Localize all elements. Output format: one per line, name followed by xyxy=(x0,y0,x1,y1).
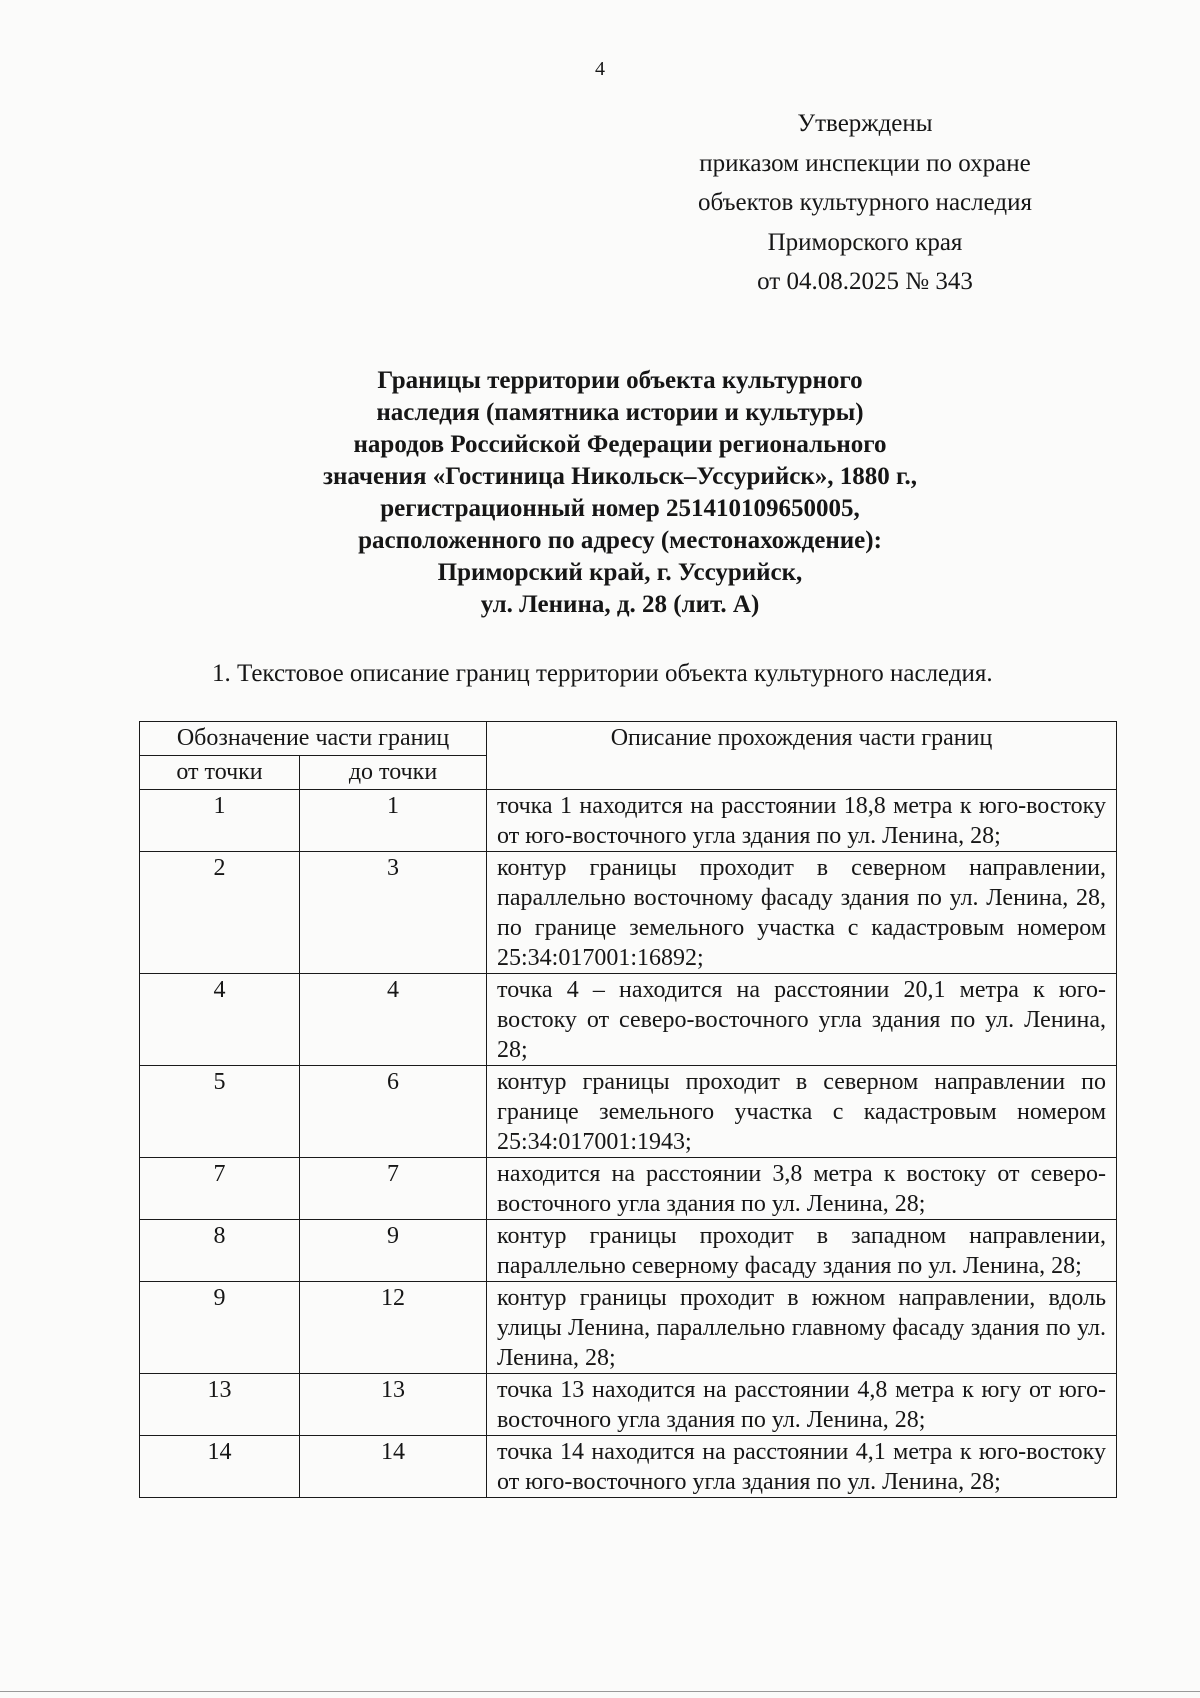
description-cell: точка 1 находится на расстоянии 18,8 метра к юго-востоку от юго-восточного угла здания по ул. Ленина, 28; xyxy=(487,790,1117,852)
description-cell: контур границы проходит в западном направлении, параллельно северному фасаду здания по ул. Ленина, 28; xyxy=(487,1220,1117,1282)
title-line: Границы территории объекта культурного xyxy=(377,367,863,394)
table-row xyxy=(140,1374,1117,1436)
table-row xyxy=(140,790,1117,852)
header-boundary-part: Обозначение части границ xyxy=(140,722,487,756)
to-point-cell: 1 xyxy=(300,790,487,852)
description-cell: контур границы проходит в южном направлении, вдоль улицы Ленина, параллельно главному фасаду здания по ул. Ленина, 28; xyxy=(487,1282,1117,1374)
from-point-cell: 4 xyxy=(140,974,300,1066)
approval-line: от 04.08.2025 № 343 xyxy=(757,268,973,295)
description-cell: контур границы проходит в северном направлении, параллельно восточному фасаду здания по ул. Ленина, 28, по границе земельного участка с кадастровым номером 25:34:017001:16892; xyxy=(487,852,1117,974)
scan-edge-line xyxy=(0,1691,1200,1692)
boundaries-table xyxy=(139,721,1117,1498)
table-row xyxy=(140,1220,1117,1282)
title-line: народов Российской Федерации регионального xyxy=(353,431,887,458)
description-cell: точка 13 находится на расстоянии 4,8 метра к югу от юго-восточного угла здания по ул. Ленина, 28; xyxy=(487,1374,1117,1436)
description-cell: точка 14 находится на расстоянии 4,1 метра к юго-востоку от юго-восточного угла здания по ул. Ленина, 28; xyxy=(487,1436,1117,1498)
section-heading: 1. Текстовое описание границ территории объекта культурного наследия. xyxy=(212,660,993,687)
to-point-cell: 6 xyxy=(300,1066,487,1158)
to-point-cell: 14 xyxy=(300,1436,487,1498)
table-row xyxy=(140,852,1117,974)
approval-line: Утверждены xyxy=(797,110,933,137)
description-cell: находится на расстоянии 3,8 метра к востоку от северо-восточного угла здания по ул. Ленина, 28; xyxy=(487,1158,1117,1220)
title-line: наследия (памятника истории и культуры) xyxy=(376,399,864,426)
from-point-cell: 14 xyxy=(140,1436,300,1498)
title-line: Приморский край, г. Уссурийск, xyxy=(437,559,803,586)
header-from-point: от точки xyxy=(140,756,300,790)
title-line: ул. Ленина, д. 28 (лит. А) xyxy=(480,591,760,618)
to-point-cell: 7 xyxy=(300,1158,487,1220)
table-row xyxy=(140,1436,1117,1498)
to-point-cell: 12 xyxy=(300,1282,487,1374)
approval-block xyxy=(640,104,1090,302)
to-point-cell: 4 xyxy=(300,974,487,1066)
to-point-cell: 3 xyxy=(300,852,487,974)
document-title xyxy=(150,365,1090,621)
table-row xyxy=(140,974,1117,1066)
page-number: 4 xyxy=(595,58,605,80)
header-description: Описание прохождения части границ xyxy=(487,722,1117,790)
title-line: регистрационный номер 251410109650005, xyxy=(380,495,860,522)
to-point-cell: 13 xyxy=(300,1374,487,1436)
title-line: расположенного по адресу (местонахождение): xyxy=(358,527,882,554)
approval-line: Приморского края xyxy=(767,228,963,256)
title-line: значения «Гостиница Никольск–Уссурийск», 1880 г., xyxy=(322,463,918,490)
table-row xyxy=(140,1282,1117,1374)
from-point-cell: 5 xyxy=(140,1066,300,1158)
from-point-cell: 7 xyxy=(140,1158,300,1220)
description-cell: точка 4 – находится на расстоянии 20,1 метра к юго-востоку от северо-восточного угла здания по ул. Ленина, 28; xyxy=(487,974,1117,1066)
header-to-point: до точки xyxy=(300,756,487,790)
to-point-cell: 9 xyxy=(300,1220,487,1282)
from-point-cell: 8 xyxy=(140,1220,300,1282)
from-point-cell: 9 xyxy=(140,1282,300,1374)
table-row xyxy=(140,1066,1117,1158)
approval-line: приказом инспекции по охране xyxy=(699,149,1031,177)
approval-line: объектов культурного наследия xyxy=(698,189,1032,216)
from-point-cell: 2 xyxy=(140,852,300,974)
description-cell: контур границы проходит в северном направлении по границе земельного участка с кадастровым номером 25:34:017001:1943; xyxy=(487,1066,1117,1158)
from-point-cell: 1 xyxy=(140,790,300,852)
table-row xyxy=(140,1158,1117,1220)
from-point-cell: 13 xyxy=(140,1374,300,1436)
